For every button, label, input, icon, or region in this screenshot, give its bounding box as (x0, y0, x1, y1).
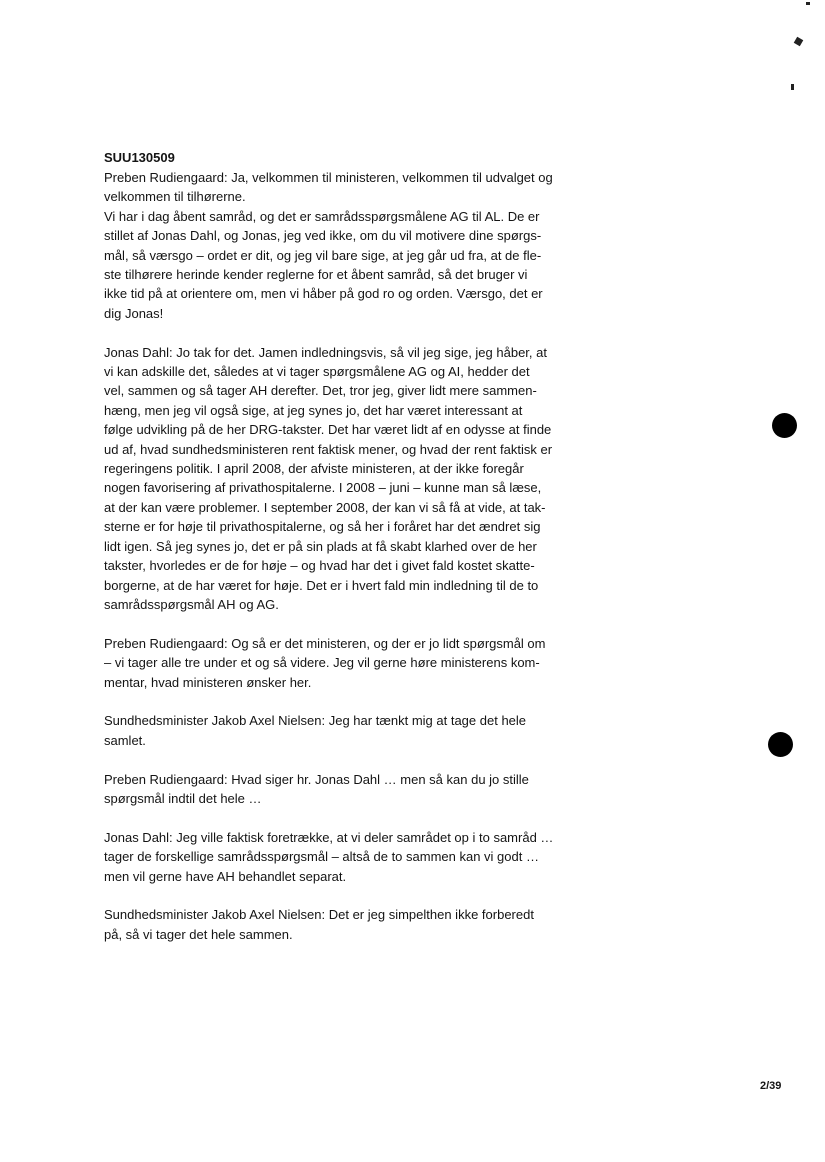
text-line: vi kan adskille det, således at vi tager spørgsmålene AG og AI, hedder det (104, 364, 530, 380)
paragraph-gap (104, 886, 604, 905)
text-line: ud af, hvad sundhedsministeren rent faktisk mener, og hvad der rent faktisk er (104, 441, 553, 457)
scan-speck (806, 2, 810, 5)
text-line: ikke tid på at orientere om, men vi håber på god ro og orden. Værsgo, det er (104, 286, 543, 302)
text-line: – vi tager alle tre under et og så videre. Jeg vil gerne høre ministerens kom- (104, 655, 540, 671)
text-line: at der kan være problemer. I september 2008, der kan vi så få at vide, at tak- (104, 499, 546, 515)
text-line: lidt igen. Så jeg synes jo, det er på sin plads at få skabt klarhed over de her (104, 538, 537, 554)
text-line: spørgsmål indtil det hele … (104, 790, 262, 806)
paragraph-minister-final (104, 905, 604, 944)
text-line: samrådsspørgsmål AH og AG. (104, 596, 279, 612)
text-line: sterne er for høje til privathospitalerne, og så her i foråret har det ændret sig (104, 519, 541, 535)
text-line: Preben Rudiengaard: Ja, velkommen til ministeren, velkommen til udvalget og (104, 170, 553, 185)
text-line: Sundhedsminister Jakob Axel Nielsen: Det er jeg simpelthen ikke forberedt (104, 907, 534, 923)
text-line: på, så vi tager det hele sammen. (104, 926, 293, 942)
paragraph-gap (104, 750, 604, 769)
text-line: Jonas Dahl: Jo tak for det. Jamen indledningsvis, så vil jeg sige, jeg håber, at (104, 344, 547, 360)
paragraph-gap (104, 692, 604, 711)
paragraph-minister-reply (104, 711, 604, 750)
document-id: SUU130509 (104, 150, 175, 165)
paragraph-jonas-dahl-request (104, 828, 604, 886)
text-line: dig Jonas! (104, 305, 164, 321)
scan-speck (794, 37, 804, 47)
text-line: mentar, hvad ministeren ønsker her. (104, 674, 312, 690)
text-line: ste tilhørere herinde kender reglerne for et åbent samråd, så det bruger vi (104, 267, 528, 283)
text-line: Sundhedsminister Jakob Axel Nielsen: Jeg har tænkt mig at tage det hele (104, 713, 527, 729)
paragraph-gap (104, 808, 604, 827)
paragraph-chair-followup (104, 770, 604, 809)
text-line: samlet. (104, 732, 146, 748)
text-line: stillet af Jonas Dahl, og Jonas, jeg ved ikke, om du vil motivere dine spørgs- (104, 228, 542, 244)
punch-hole (768, 732, 793, 757)
text-line: velkommen til tilhørerne. (104, 189, 246, 205)
text-line: tager de forskellige samrådsspørgsmål – altså de to sammen kan vi godt … (104, 849, 539, 865)
text-line: Preben Rudiengaard: Hvad siger hr. Jonas Dahl … men så kan du jo stille (104, 771, 529, 787)
paragraph-chair-question (104, 634, 604, 692)
text-line: takster, hvorledes er de for høje – og hvad har det i givet fald kostet skatte- (104, 558, 535, 574)
paragraph-opening-remarks (104, 168, 604, 323)
transcript-body (104, 148, 604, 944)
scan-speck (791, 84, 794, 90)
paragraph-gap (104, 614, 604, 633)
text-line: regeringens politik. I april 2008, der afviste ministeren, at der ikke foregår (104, 461, 524, 477)
punch-hole (772, 413, 797, 438)
text-line: Vi har i dag åbent samråd, og det er samrådsspørgsmålene AG til AL. De er (104, 208, 540, 224)
text-line: nogen favorisering af privathospitalerne. I 2008 – juni – kunne man så læse, (104, 480, 542, 496)
text-line: mål, så værsgo – ordet er dit, og jeg vil bare sige, at jeg går ud fra, at de fle- (104, 247, 542, 263)
text-line: Preben Rudiengaard: Og så er det ministeren, og der er jo lidt spørgsmål om (104, 635, 546, 651)
page-number: 2/39 (760, 1080, 782, 1092)
paragraph-gap (104, 323, 604, 342)
text-line: følge udvikling på de her DRG-takster. Det har været lidt af en odysse at finde (104, 422, 552, 438)
text-line: men vil gerne have AH behandlet separat. (104, 868, 347, 884)
text-line: hæng, men jeg vil også sige, at jeg synes jo, det har været interessant at (104, 402, 523, 418)
text-line: vel, sammen og så tager AH derefter. Det, tror jeg, giver lidt mere sammen- (104, 383, 537, 399)
text-line: borgerne, at de har været for høje. Det er i hvert fald min indledning til de to (104, 577, 539, 593)
paragraph-jonas-dahl-intro (104, 343, 604, 615)
text-line: Jonas Dahl: Jeg ville faktisk foretrække, at vi deler samrådet op i to samråd … (104, 829, 554, 845)
